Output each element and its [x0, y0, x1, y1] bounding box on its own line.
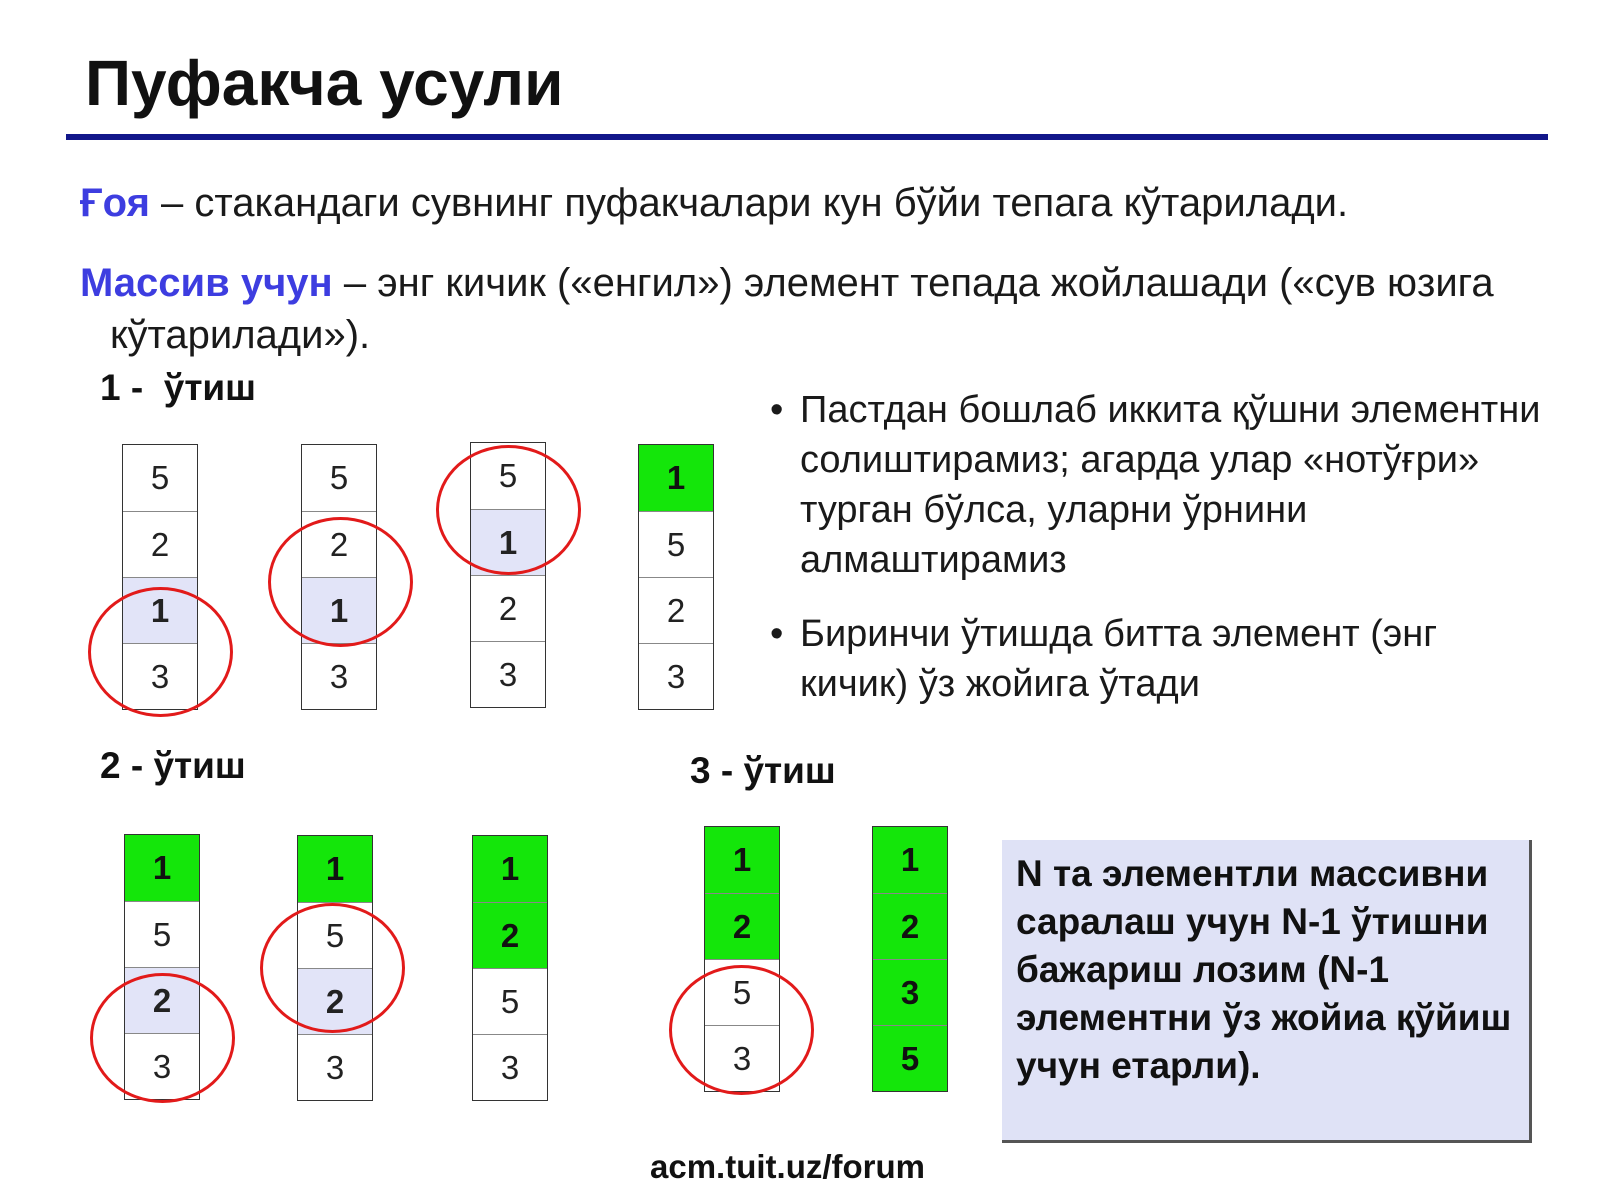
- array-cell: 2: [302, 511, 376, 577]
- array-cell: 3: [471, 641, 545, 707]
- array-cell-compared: 2: [298, 968, 372, 1034]
- array-cell-sorted: 1: [639, 445, 713, 511]
- array-cell: 5: [639, 511, 713, 577]
- array-cell: 3: [125, 1033, 199, 1099]
- array-cell: 5: [298, 902, 372, 968]
- array-cell-compared: 1: [471, 509, 545, 575]
- array-cell-sorted: 1: [473, 836, 547, 902]
- array-text: – энг кичик («енгил») элемент тепада жойлашади («сув юзига кўтарилади»).: [110, 261, 1494, 357]
- comparison-circle: [260, 903, 405, 1033]
- comparison-circle: [268, 517, 413, 647]
- pass3-array-2: [872, 826, 948, 1092]
- array-cell-sorted: 1: [125, 835, 199, 901]
- bullet-dot: •: [770, 613, 784, 655]
- array-cell: 3: [705, 1025, 779, 1091]
- array-cell-sorted: 2: [473, 902, 547, 968]
- bullet-text: Пастдан бошлаб иккита қўшни элементни солиштирамиз; агарда улар «нотўғри» турган бўлса, уларни ўрнини алмаштирамиз: [800, 389, 1541, 581]
- array-cell-sorted: 3: [873, 959, 947, 1025]
- array-cell: 5: [498, 457, 518, 494]
- array-cell: 3: [298, 1034, 372, 1100]
- title-underline: [66, 134, 1548, 140]
- pass2-array-3: [472, 835, 548, 1101]
- comparison-circle: [88, 587, 233, 717]
- pass1-array-4: [638, 444, 714, 710]
- array-cell: 2: [471, 575, 545, 641]
- bullet-text: Биринчи ўтишда битта элемент (энг кичик) ўз жойига ўтади: [800, 613, 1438, 705]
- array-cell-sorted: 2: [873, 893, 947, 959]
- array-cell-sorted: 1: [873, 827, 947, 893]
- array-cell-sorted: 2: [705, 893, 779, 959]
- note-box: N та элементли массивни саралаш учун N-1 ўтишни бажариш лозим (N-1 элементни ўз жойиа қўйиш учун етарли).: [1002, 840, 1532, 1143]
- array-cell: 3: [639, 643, 713, 709]
- array-cell: 3: [123, 643, 197, 709]
- array-cell: 3: [302, 643, 376, 709]
- array-cell-compared: 1: [123, 577, 197, 643]
- slide-title: Пуфакча усули: [85, 47, 564, 119]
- idea-term: Ғоя: [80, 181, 150, 225]
- comparison-circle: [669, 965, 814, 1095]
- pass-2-label: 2 - ўтиш: [100, 745, 246, 786]
- footer-url: acm.tuit.uz/forum: [650, 1148, 926, 1185]
- array-cell: 2: [639, 577, 713, 643]
- array-cell-sorted: 1: [705, 827, 779, 893]
- array-paragraph: [80, 257, 1570, 361]
- array-cell-sorted: 5: [873, 1025, 947, 1091]
- explanation-bullets: [770, 385, 1550, 733]
- array-cell-sorted: 1: [298, 836, 372, 902]
- bullet-item: [770, 609, 1550, 709]
- array-cell-compared: 1: [302, 577, 376, 643]
- array-cell: 5: [473, 968, 547, 1034]
- array-cell: 3: [473, 1034, 547, 1100]
- array-cell: 2: [123, 511, 197, 577]
- comparison-circle: [90, 973, 235, 1103]
- array-cell-compared: 2: [125, 967, 199, 1033]
- array-cell: 5: [125, 901, 199, 967]
- idea-text: – стакандаги сувнинг пуфакчалари кун бўйи тепага кўтарилади.: [149, 181, 1349, 225]
- pass-1-label: 1 - ўтиш: [100, 367, 257, 408]
- array-cell: 5: [150, 459, 170, 496]
- idea-paragraph: [80, 177, 1348, 229]
- array-term: Массив учун: [80, 261, 333, 305]
- bullet-dot: •: [770, 389, 784, 431]
- pass-3-label: 3 - ўтиш: [690, 750, 836, 791]
- comparison-circle: [436, 445, 581, 575]
- bullet-item: [770, 385, 1550, 585]
- array-cell: 5: [329, 459, 349, 496]
- array-cell: 5: [705, 959, 779, 1025]
